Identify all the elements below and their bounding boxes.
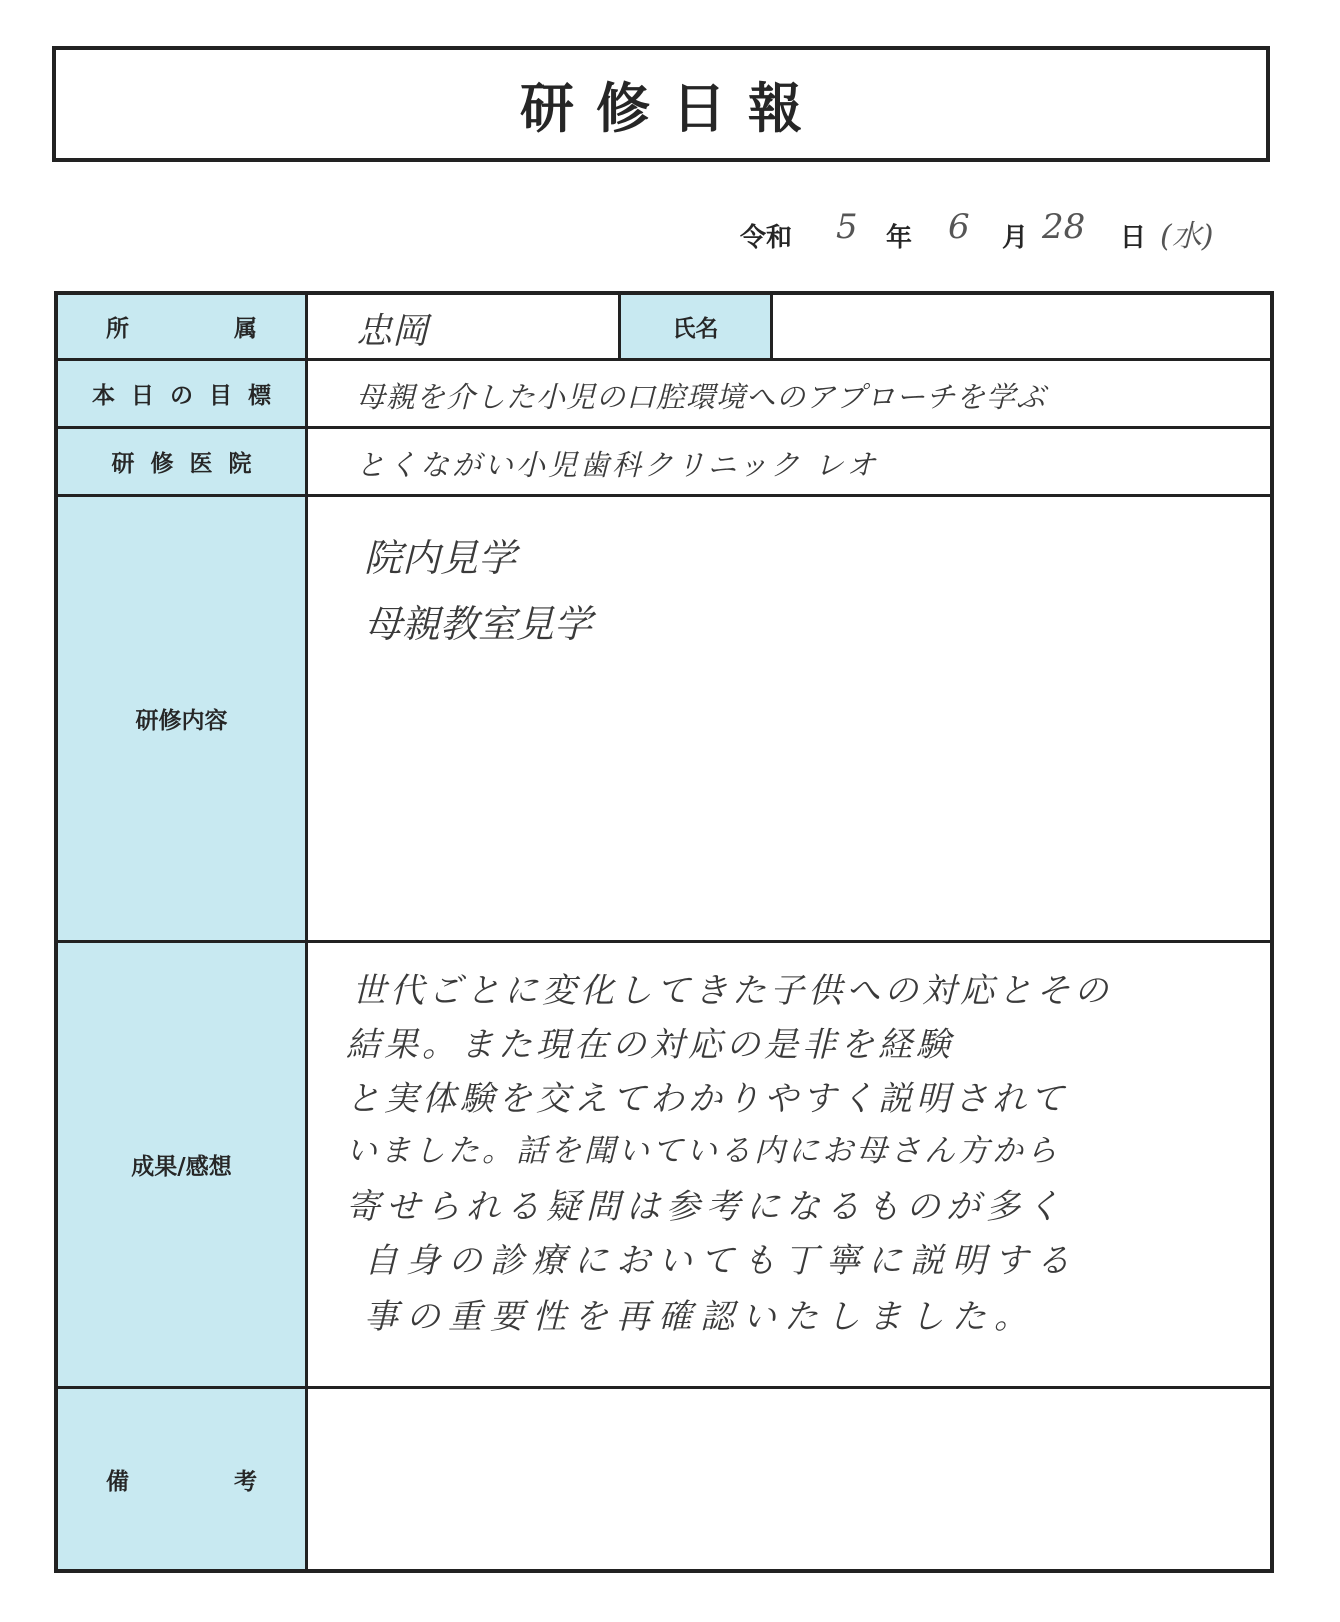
content-line: 母親教室見学 xyxy=(364,602,593,646)
date-weekday: (水) xyxy=(1160,219,1214,254)
date-month: 6 xyxy=(948,207,970,247)
date-era: 令和 xyxy=(740,223,793,253)
document-title: 研修日報 xyxy=(520,76,824,140)
outcome-line: 世代ごとに変化してきた子供への対応とその xyxy=(352,971,1112,1011)
affiliation-label xyxy=(58,295,308,358)
affiliation-value: 忠岡 xyxy=(356,311,429,352)
remarks-row xyxy=(58,1389,1270,1569)
goal-label: 本日の目標 xyxy=(58,361,308,426)
outcome-line: と実体験を交えてわかりやすく説明されて xyxy=(346,1079,1068,1119)
clinic-label: 研修医院 xyxy=(58,429,308,494)
content-row xyxy=(58,497,1270,943)
goal-value: 母親を介した小児の口腔環境へのアプローチを学ぶ xyxy=(356,380,1047,414)
outcome-row xyxy=(58,943,1270,1389)
outcome-line: 事の重要性を再確認いたしました。 xyxy=(364,1297,1036,1337)
date-month-unit: 月 xyxy=(1002,223,1029,253)
outcome-line: 結果。また現在の対応の是非を経験 xyxy=(346,1025,954,1065)
outcome-line: 自身の診療においても丁寧に説明する xyxy=(364,1241,1078,1281)
title-box xyxy=(52,46,1270,162)
outcome-field[interactable] xyxy=(308,943,1270,1386)
content-line: 院内見学 xyxy=(364,536,517,580)
clinic-field[interactable] xyxy=(308,429,1270,494)
clinic-row xyxy=(58,429,1270,497)
affiliation-label-right: 属 xyxy=(234,316,257,342)
affiliation-row xyxy=(58,295,1270,361)
outcome-label: 成果/感想 xyxy=(58,943,308,1386)
date-day: 28 xyxy=(1042,207,1086,247)
date-year: 5 xyxy=(836,207,858,247)
date-day-unit: 日 xyxy=(1120,223,1147,253)
content-field[interactable] xyxy=(308,497,1270,940)
name-field[interactable] xyxy=(773,295,1270,358)
date-row xyxy=(740,205,1280,265)
outcome-line: 寄せられる疑問は参考になるものが多く xyxy=(346,1187,1066,1227)
clinic-value: とくながい小児歯科クリニック レオ xyxy=(356,448,879,482)
remarks-label xyxy=(58,1389,308,1569)
goal-field[interactable] xyxy=(308,361,1270,426)
content-label: 研修内容 xyxy=(58,497,308,940)
remarks-label-left: 備 xyxy=(106,1468,129,1495)
goal-row xyxy=(58,361,1270,429)
remarks-field[interactable] xyxy=(308,1389,1270,1569)
name-label: 氏名 xyxy=(618,295,773,358)
date-year-unit: 年 xyxy=(886,223,913,253)
remarks-label-right: 考 xyxy=(234,1468,257,1495)
outcome-line: いました。話を聞いている内にお母さん方から xyxy=(346,1133,1060,1169)
affiliation-label-left: 所 xyxy=(106,316,129,342)
report-form xyxy=(54,291,1274,1573)
